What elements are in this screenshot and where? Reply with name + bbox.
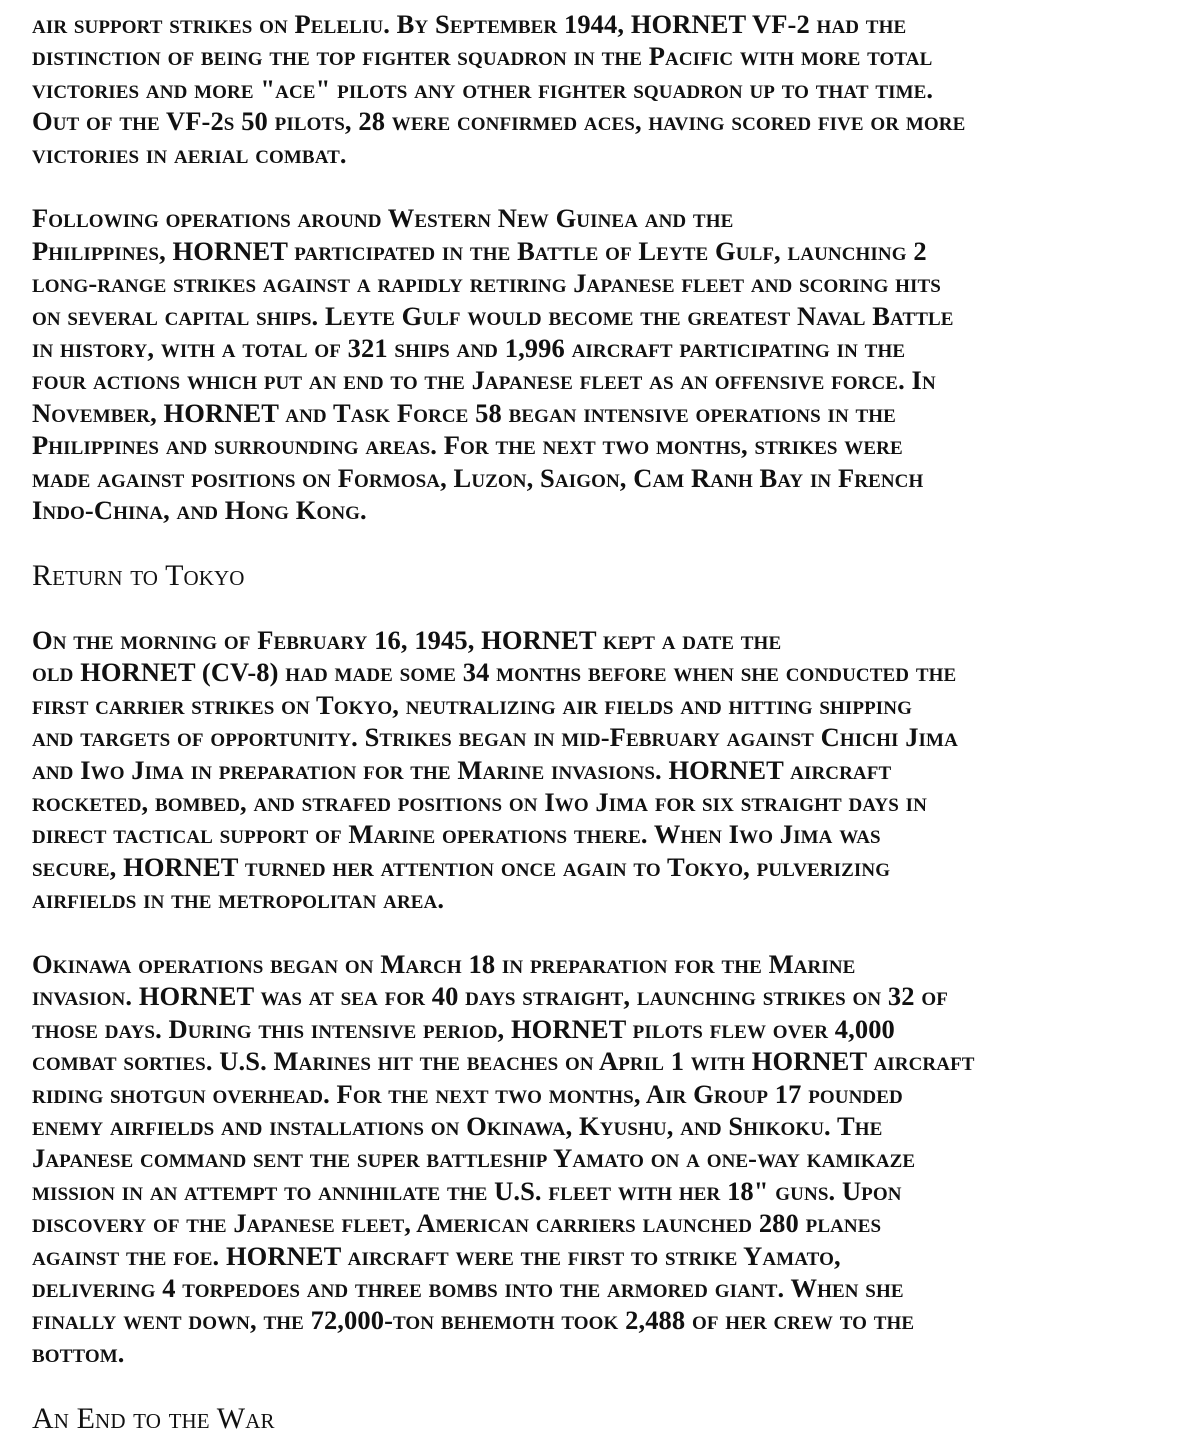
text-line: November, HORNET and Task Force 58 began intensive operations in the xyxy=(32,397,896,428)
text-line: distinction of being the top fighter squadron in the Pacific with more total xyxy=(32,41,933,72)
text-line: victories and more "ace" pilots any other fighter squadron up to that time. xyxy=(32,73,934,104)
text-line: combat sorties. U.S. Marines hit the beaches on April 1 with HORNET aircraft xyxy=(32,1046,975,1077)
text-line: secure, HORNET turned her attention once again to Tokyo, pulverizing xyxy=(32,851,891,882)
text-line: made against positions on Formosa, Luzon, Saigon, Cam Ranh Bay in French xyxy=(32,462,924,493)
paragraph-peleliu xyxy=(32,8,1142,170)
text-line: Japanese command sent the super battleship Yamato on a one-way kamikaze xyxy=(32,1143,916,1174)
section-heading-end-of-war: An End to the War xyxy=(32,1401,275,1435)
text-line: Indo-China, and Hong Kong. xyxy=(32,495,367,526)
text-line: first carrier strikes on Tokyo, neutralizing air fields and hitting shipping xyxy=(32,689,912,720)
text-line: four actions which put an end to the Japanese fleet as an offensive force. In xyxy=(32,365,936,396)
paragraph-spacer xyxy=(32,1369,1142,1401)
text-line: direct tactical support of Marine operations there. When Iwo Jima was xyxy=(32,819,881,850)
text-line: On the morning of February 16, 1945, HORNET kept a date the xyxy=(32,624,782,655)
text-line: mission in an attempt to annihilate the U.S. fleet with her 18" guns. Upon xyxy=(32,1175,902,1206)
text-line: Following operations around Western New Guinea and the xyxy=(32,203,734,234)
text-line: on several capital ships. Leyte Gulf would become the greatest Naval Battle xyxy=(32,300,954,331)
text-line: Philippines, HORNET participated in the Battle of Leyte Gulf, launching 2 xyxy=(32,235,927,266)
text-line: discovery of the Japanese fleet, American carriers launched 280 planes xyxy=(32,1208,882,1239)
text-line: enemy airfields and installations on Okinawa, Kyushu, and Shikoku. The xyxy=(32,1110,883,1141)
section-heading-return-to-tokyo: Return to Tokyo xyxy=(32,558,245,592)
paragraph-leyte-gulf xyxy=(32,202,1142,526)
text-line: rocketed, bombed, and strafed positions on Iwo Jima for six straight days in xyxy=(32,786,927,817)
paragraph-tokyo-strikes xyxy=(32,624,1142,916)
text-line: Out of the VF-2s 50 pilots, 28 were confirmed aces, having scored five or more xyxy=(32,106,966,137)
text-line: delivering 4 torpedoes and three bombs into the armored giant. When she xyxy=(32,1272,904,1303)
text-line: in history, with a total of 321 ships and 1,996 aircraft participating in the xyxy=(32,333,906,364)
text-line: air support strikes on Peleliu. By September 1944, HORNET VF-2 had the xyxy=(32,9,907,39)
text-line: old HORNET (CV-8) had made some 34 months before when she conducted the xyxy=(32,657,957,688)
text-line: airfields in the metropolitan area. xyxy=(32,884,445,915)
paragraph-spacer xyxy=(32,526,1142,558)
text-line: those days. During this intensive period, HORNET pilots flew over 4,000 xyxy=(32,1013,895,1044)
text-line: bottom. xyxy=(32,1337,125,1368)
text-line: victories in aerial combat. xyxy=(32,138,347,169)
text-line: against the foe. HORNET aircraft were the first to strike Yamato, xyxy=(32,1240,841,1271)
text-line: and Iwo Jima in preparation for the Marine invasions. HORNET aircraft xyxy=(32,754,892,785)
paragraph-okinawa xyxy=(32,948,1142,1369)
paragraph-spacer xyxy=(32,170,1142,202)
document-page xyxy=(32,8,1142,1436)
text-line: invasion. HORNET was at sea for 40 days straight, launching strikes on 32 of xyxy=(32,981,948,1012)
text-line: Philippines and surrounding areas. For the next two months, strikes were xyxy=(32,430,903,461)
text-line: long-range strikes against a rapidly retiring Japanese fleet and scoring hits xyxy=(32,268,941,299)
text-line: finally went down, the 72,000-ton behemoth took 2,488 of her crew to the xyxy=(32,1305,915,1336)
text-line: Okinawa operations began on March 18 in preparation for the Marine xyxy=(32,948,856,979)
paragraph-spacer xyxy=(32,916,1142,948)
text-line: and targets of opportunity. Strikes began in mid-February against Chichi Jima xyxy=(32,722,958,753)
heading-spacer xyxy=(32,593,1142,624)
text-line: riding shotgun overhead. For the next two months, Air Group 17 pounded xyxy=(32,1078,903,1109)
